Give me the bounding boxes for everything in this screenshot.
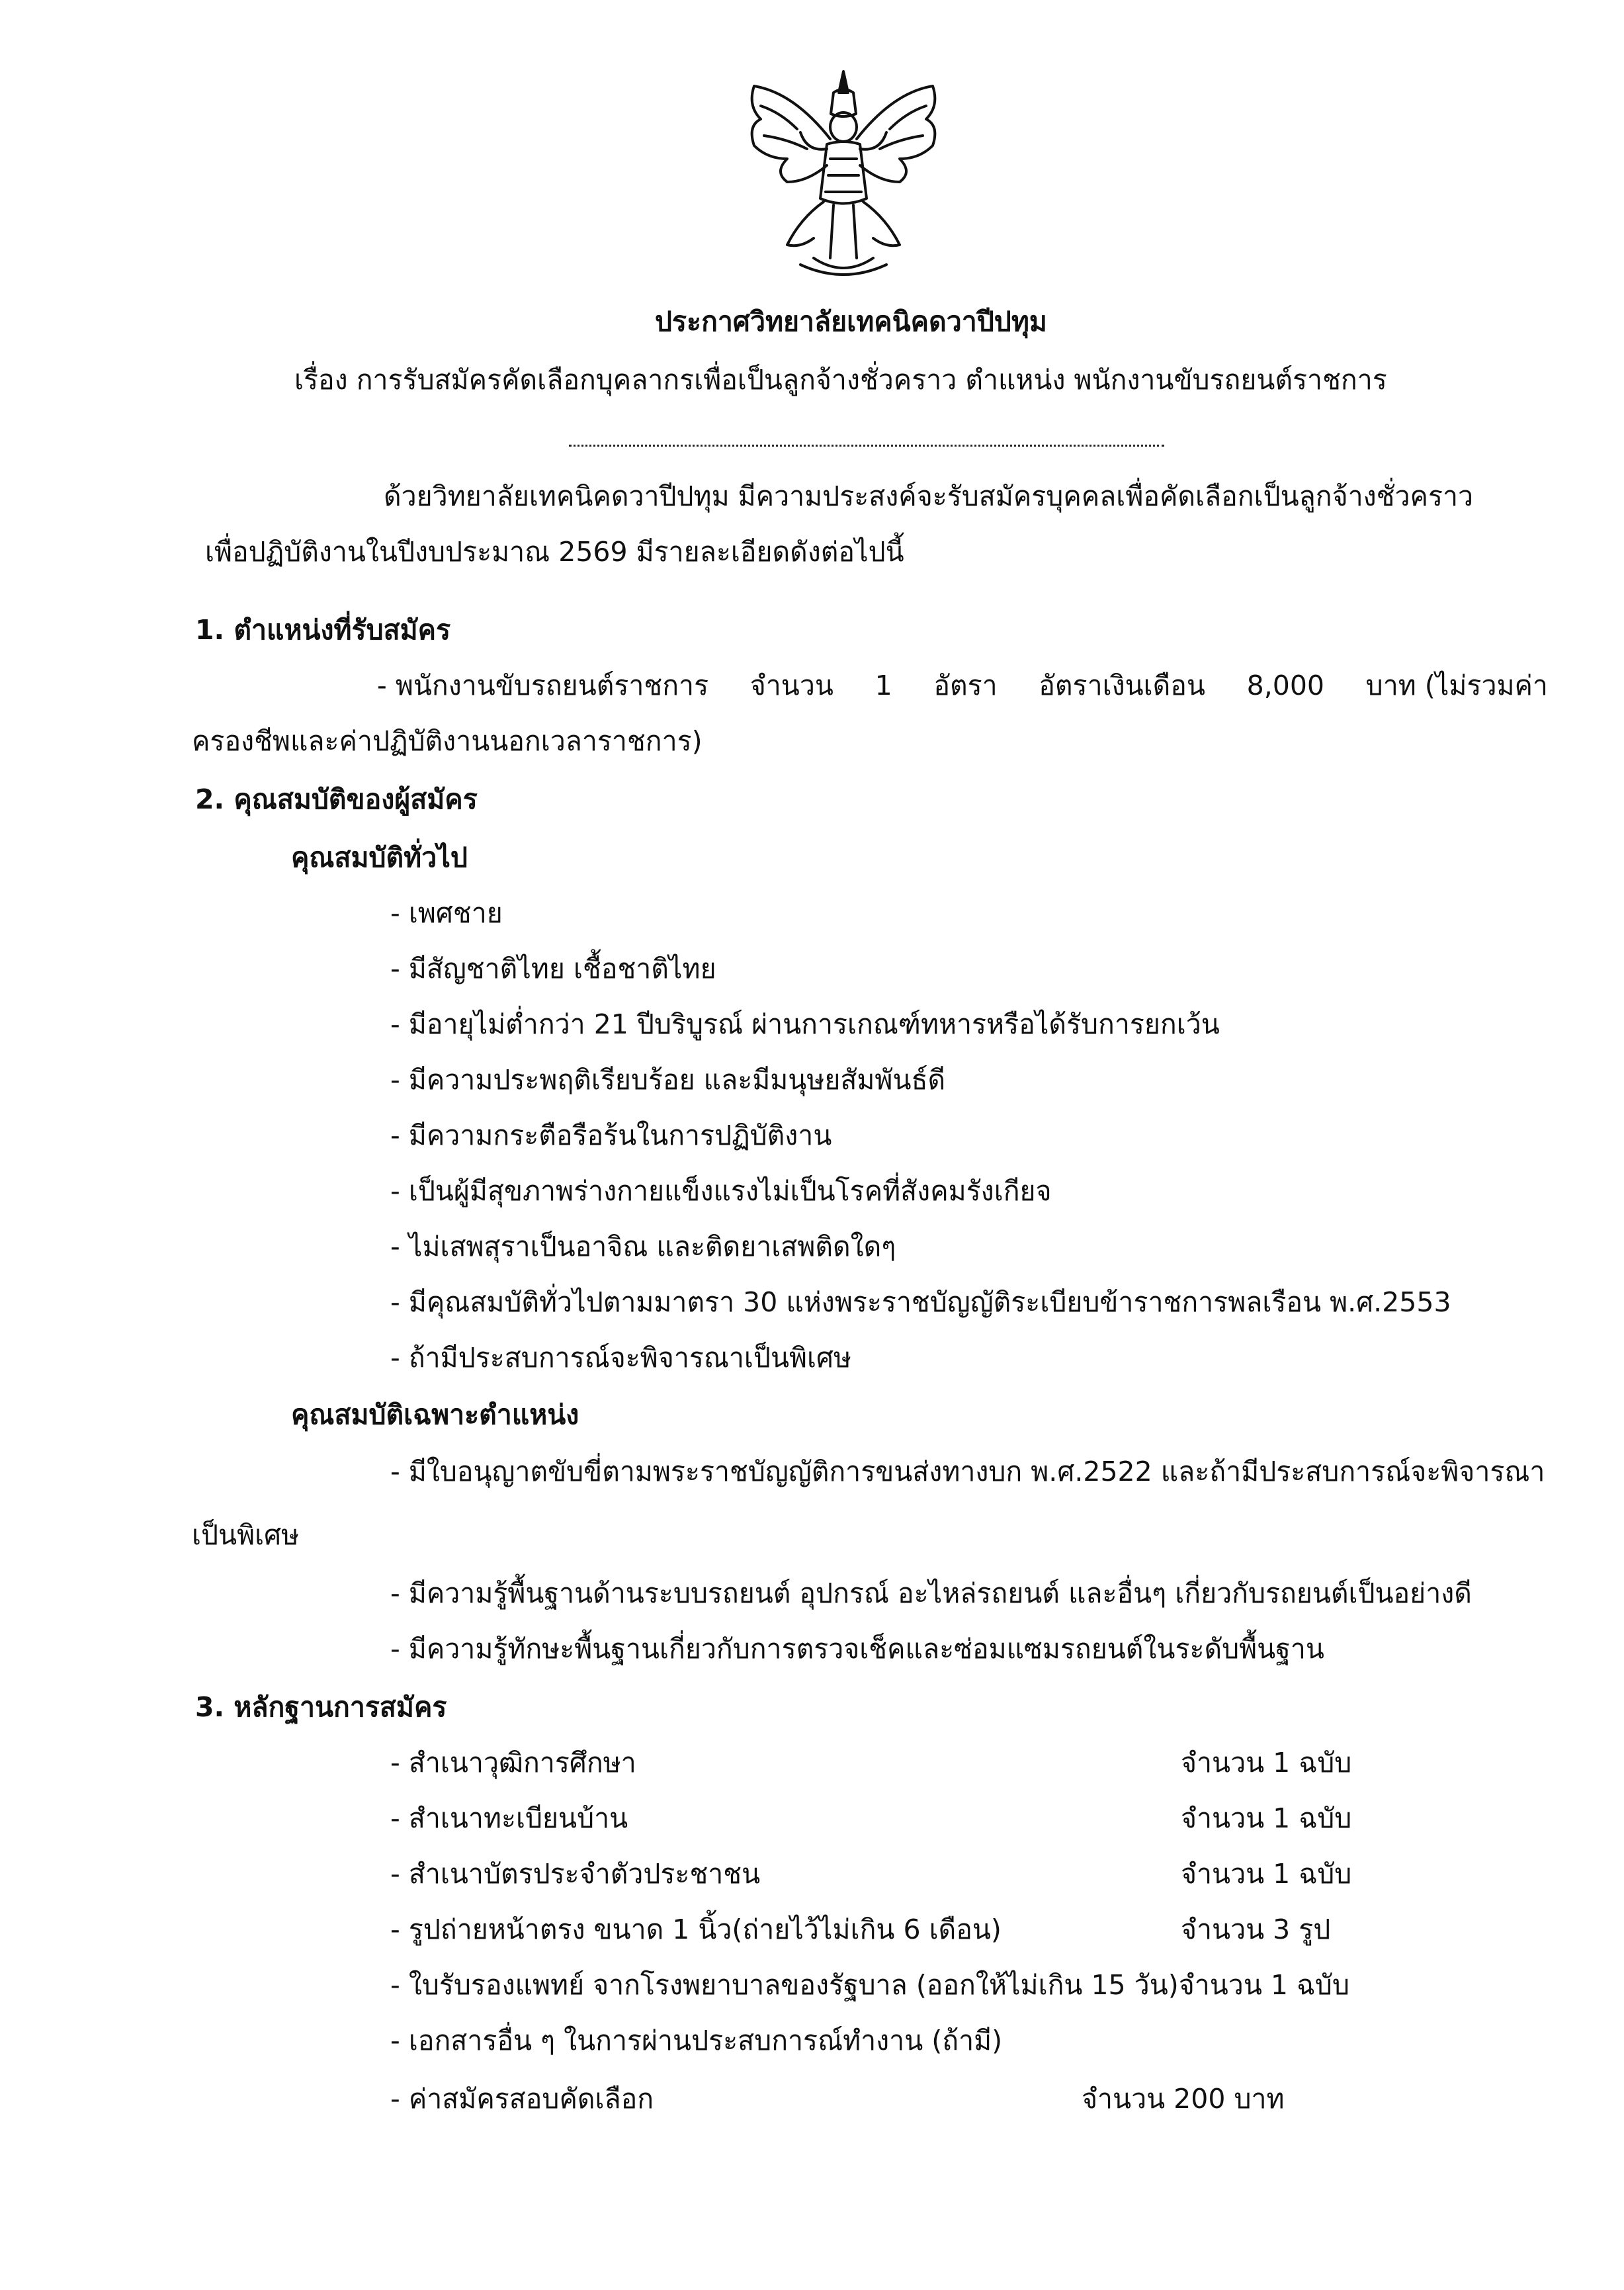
- section-3-heading: 3. หลักฐานการสมัคร: [195, 1691, 447, 1723]
- specific-item: - มีความรู้พื้นฐานด้านระบบรถยนต์ อุปกรณ์ อะไหล่รถยนต์ และอื่นๆ เกี่ยวกับรถยนต์เป็นอย่างดี: [390, 1577, 1472, 1609]
- general-item: - เป็นผู้มีสุขภาพร่างกายแข็งแรงไม่เป็นโรคที่สังคมรังเกียจ: [390, 1175, 1052, 1207]
- salary-note: บาท (ไม่รวมค่า: [1365, 670, 1548, 701]
- salary-value: 8,000: [1246, 670, 1324, 701]
- general-item: - มีอายุไม่ต่ำกว่า 21 ปีบริบูรณ์ ผ่านการเกณฑ์ทหารหรือได้รับการยกเว้น: [390, 1008, 1220, 1040]
- intro-line-1: ด้วยวิทยาลัยเทคนิคดวาปีปทุม มีความประสงค์จะรับสมัครบุคคลเพื่อคัดเลือกเป็นลูกจ้างชั่วคราว: [384, 480, 1474, 512]
- evidence-item: - รูปถ่ายหน้าตรง ขนาด 1 นิ้ว(ถ่ายไว้ไม่เกิน 6 เดือน): [390, 1914, 1002, 1945]
- specific-item: - มีความรู้ทักษะพื้นฐานเกี่ยวกับการตรวจเช็คและซ่อมแซมรถยนต์ในระดับพื้นฐาน: [390, 1633, 1324, 1665]
- position-name: - พนักงานขับรถยนต์ราชการ: [377, 670, 709, 701]
- general-item: - มีความประพฤติเรียบร้อย และมีมนุษยสัมพันธ์ดี: [390, 1064, 946, 1096]
- position-row: [377, 667, 1548, 704]
- evidence-item: - ใบรับรองแพทย์ จากโรงพยาบาลของรัฐบาล (ออกให้ไม่เกิน 15 วัน)จำนวน 1 ฉบับ: [390, 1969, 1349, 2001]
- general-item: - ไม่เสพสุราเป็นอาจิณ และติดยาเสพติดใดๆ: [390, 1231, 896, 1262]
- evidence-item: - สำเนาวุฒิการศึกษา: [390, 1747, 636, 1779]
- salary-label: อัตราเงินเดือน: [1039, 670, 1205, 701]
- page-title: ประกาศวิทยาลัยเทคนิคดวาปีปทุม: [655, 306, 1047, 337]
- divider: [569, 445, 1164, 447]
- general-item: - มีสัญชาติไทย เชื้อชาติไทย: [390, 953, 716, 985]
- evidence-item: - เอกสารอื่น ๆ ในการผ่านประสบการณ์ทำงาน (ถ้ามี): [390, 2025, 1003, 2056]
- section-1-heading: 1. ตำแหน่งที่รับสมัคร: [195, 614, 451, 646]
- fee-qty: จำนวน 200 บาท: [1082, 2083, 1285, 2115]
- general-item: - มีคุณสมบัติทั่วไปตามมาตรา 30 แห่งพระราชบัญญัติระเบียบข้าราชการพลเรือน พ.ศ.2553: [390, 1286, 1451, 1318]
- evidence-qty: จำนวน 3 รูป: [1181, 1914, 1331, 1945]
- count-value: 1: [875, 670, 892, 701]
- specific-item-continued: เป็นพิเศษ: [192, 1519, 300, 1551]
- general-item: - ถ้ามีประสบการณ์จะพิจารณาเป็นพิเศษ: [390, 1342, 852, 1374]
- count-label: จำนวน: [749, 670, 833, 701]
- specific-qualifications-heading: คุณสมบัติเฉพาะตำแหน่ง: [291, 1399, 579, 1431]
- general-qualifications-heading: คุณสมบัติทั่วไป: [291, 842, 468, 873]
- general-item: - เพศชาย: [390, 897, 503, 929]
- evidence-qty: จำนวน 1 ฉบับ: [1181, 1858, 1352, 1890]
- general-item: - มีความกระตือรือร้นในการปฏิบัติงาน: [390, 1120, 832, 1151]
- evidence-item: - สำเนาบัตรประจำตัวประชาชน: [390, 1858, 761, 1890]
- specific-item: - มีใบอนุญาตขับขี่ตามพระราชบัญญัติการขนส่งทางบก พ.ศ.2522 และถ้ามีประสบการณ์จะพิจารณา: [390, 1456, 1545, 1487]
- fee-label: - ค่าสมัครสอบคัดเลือก: [390, 2083, 654, 2115]
- count-unit: อัตรา: [933, 670, 998, 701]
- evidence-item: - สำเนาทะเบียนบ้าน: [390, 1802, 628, 1834]
- intro-line-2: เพื่อปฏิบัติงานในปีงบประมาณ 2569 มีรายละเอียดดังต่อไปนี้: [205, 536, 904, 568]
- evidence-qty: จำนวน 1 ฉบับ: [1181, 1747, 1352, 1779]
- section-2-heading: 2. คุณสมบัติของผู้สมัคร: [195, 783, 478, 815]
- salary-note-continued: ครองชีพและค่าปฏิบัติงานนอกเวลาราชการ): [192, 725, 703, 757]
- subject-line: เรื่อง การรับสมัครคัดเลือกบุคลากรเพื่อเป็นลูกจ้างชั่วคราว ตำแหน่ง พนักงานขับรถยนต์ราชการ: [294, 364, 1387, 396]
- garuda-emblem-icon: [734, 66, 953, 285]
- evidence-qty: จำนวน 1 ฉบับ: [1181, 1802, 1352, 1834]
